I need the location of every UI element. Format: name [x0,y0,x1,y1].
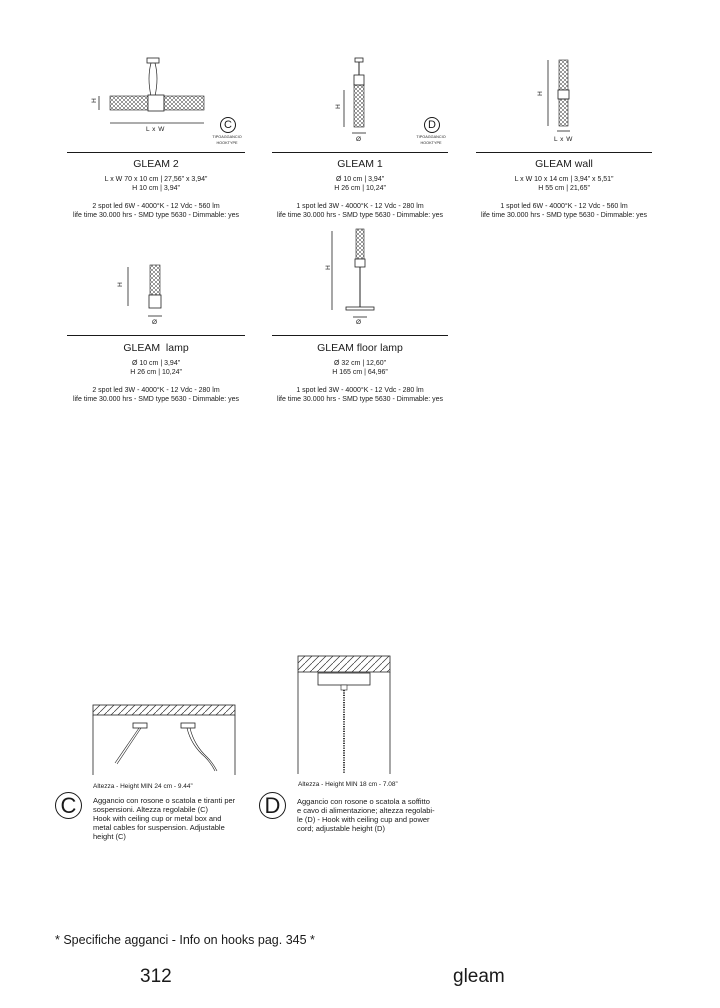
gleam1-hook-letter: D [428,119,436,131]
gleam-floor-drawing [320,224,390,324]
hook-d-letter: D [264,792,281,818]
hook-d-height: Altezza - Height MIN 18 cm - 7.08” [298,781,398,788]
hook-d-description: Aggancio con rosone o scatola a soffitto e cavo di alimentazione; altezza regolabi- le (D) - Hook with ceiling cup and power cord; adjustable height (D) [297,797,435,833]
gleam1-hook-label: TIPOAGGANCIO HOOKTYPE [416,135,446,145]
gleam1-h-label: H [334,104,342,109]
gleam-lamp-h-label: H [116,282,124,287]
gleam-lamp-specs: Ø 10 cm | 3,94” H 26 cm | 10,24” 2 spot led 3W - 4000°K - 12 Vdc - 280 lm life time 30.000 hrs - SMD type 5630 - Dimmable: yes [72,360,240,403]
gleam1-drawing [330,55,390,135]
hook-c-badge [55,792,82,819]
gleam1-hook-circle [424,117,440,133]
gleam-wall-h-label: H [536,91,544,96]
hook-c-diagram [93,705,238,780]
gleam-lamp-divider [67,335,245,336]
gleam-floor-title: GLEAM floor lamp [317,342,403,354]
gleam-wall-drawing [535,58,585,138]
gleam2-hook-letter: C [224,119,232,131]
gleam2-h-label: H [90,98,98,103]
gleam-lamp-title: GLEAM lamp [123,342,189,354]
hook-c-height: Altezza - Height MIN 24 cm - 9.44” [93,783,193,790]
gleam1-divider [272,152,448,153]
gleam-floor-h-label: H [324,265,332,270]
gleam-lamp-drawing [120,262,180,322]
gleam1-dim-label: Ø [356,136,362,143]
hook-d-diagram [298,656,393,776]
hook-c-letter: C [60,792,77,818]
hook-c-description: Aggancio con rosone o scatola e tiranti per sospensioni. Altezza regolabile (C) Hook with ceiling cup or metal box and metal cables for suspension. Adjustable height (C) [93,796,236,841]
gleam2-hook-label: TIPOAGGANCIO HOOKTYPE [212,135,242,145]
page-number: 312 [140,966,172,987]
gleam1-specs: Ø 10 cm | 3,94” H 26 cm | 10,24” 1 spot led 3W - 4000°K - 12 Vdc - 280 lm life time 30.000 hrs - SMD type 5630 - Dimmable: yes [276,176,444,219]
gleam2-dim-label: L x W [146,126,165,133]
gleam-floor-dim-label: Ø [356,319,362,326]
gleam-wall-dim-label: L x W [554,136,573,143]
gleam-wall-specs: L x W 10 x 14 cm | 3,94” x 5,51” H 55 cm | 21,65” 1 spot led 6W - 4000°K - 12 Vdc - 560 lm life time 30.000 hrs - SMD type 5630 - Dimmable: yes [480,176,648,219]
hooks-info-note: * Specifiche agganci - Info on hooks pag. 345 * [55,933,315,947]
gleam-floor-specs: Ø 32 cm | 12,60” H 165 cm | 64,96” 1 spot led 3W - 4000°K - 12 Vdc - 280 lm life time 30.000 hrs - SMD type 5630 - Dimmable: yes [276,360,444,403]
gleam-wall-title: GLEAM wall [535,158,593,170]
gleam-lamp-dim-label: Ø [152,319,158,326]
gleam2-hook-circle [220,117,236,133]
gleam-wall-divider [476,152,652,153]
gleam2-specs: L x W 70 x 10 cm | 27,56” x 3,94” H 10 cm | 3,94” 2 spot led 6W - 4000°K - 12 Vdc - 560 lm life time 30.000 hrs - SMD type 5630 - Dimmable: yes [72,176,240,219]
collection-name: gleam [453,966,505,987]
gleam2-divider [67,152,245,153]
hook-d-badge [259,792,286,819]
gleam2-title: GLEAM 2 [133,158,179,170]
gleam1-title: GLEAM 1 [337,158,383,170]
gleam-floor-divider [272,335,448,336]
